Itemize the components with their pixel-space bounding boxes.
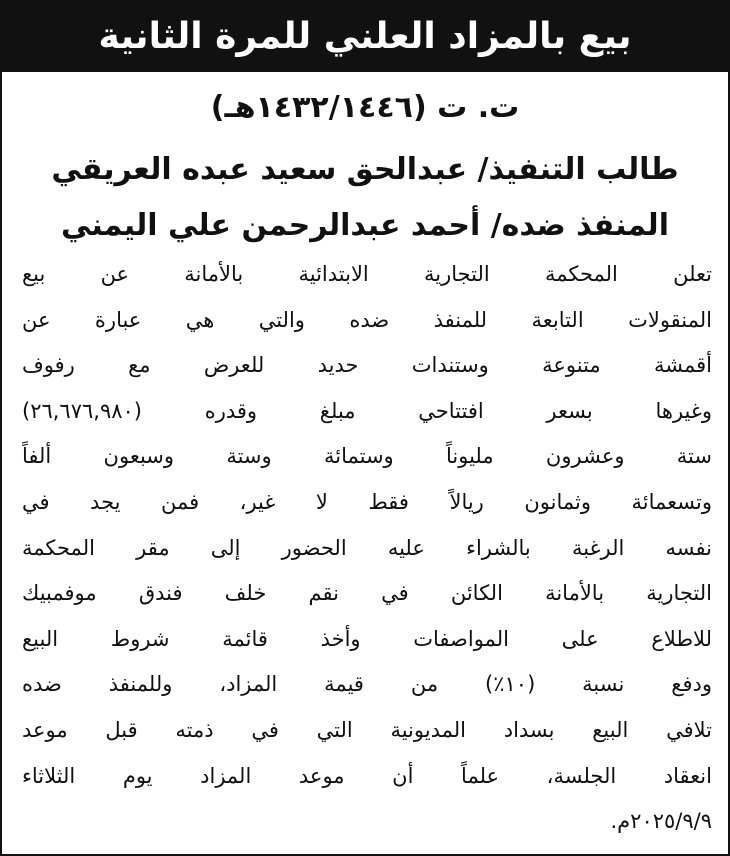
notice-body xyxy=(22,252,712,845)
case-number: ت. ت (١٤٣٢/١٤٤٦هـ) xyxy=(210,90,520,125)
body-line-11: تلافي البيع بسداد المديونية التي في ذمته قبل موعد xyxy=(22,717,712,742)
body-line-6: وتسعمائة وثمانون ريالاً فقط لا غير، فمن يجد في xyxy=(22,489,712,514)
body-line-13: ٢٠٢٥/٩/٩م. xyxy=(610,809,712,834)
body-line-10: ودفع نسبة (١٠٪) من قيمة المزاد، وللمنفذ ضده xyxy=(22,672,712,697)
claimant-line: طالب التنفيذ/ عبدالحق سعيد عبده العريقي xyxy=(51,152,679,187)
body-line-7: نفسه الرغبة بالشراء عليه الحضور إلى مقر المحكمة xyxy=(22,535,712,560)
body-line-12: انعقاد الجلسة، علماً أن موعد المزاد يوم الثلاثاء xyxy=(22,763,712,788)
body-line-4: وغيرها بسعر افتتاحي مبلغ وقدره (٢٦,٦٧٦,٩٨٠) xyxy=(22,398,712,423)
defendant-line: المنفذ ضده/ أحمد عبدالرحمن علي اليمني xyxy=(61,208,669,243)
body-line-3: أقمشة متنوعة وستندات حديد للعرض مع رفوف xyxy=(22,353,712,378)
body-line-2: المنقولات التابعة للمنفذ ضده والتي هي عبارة عن xyxy=(22,307,712,332)
body-line-8: التجارية بالأمانة الكائن في نقم خلف فندق موفمبيك xyxy=(22,581,712,606)
body-line-9: للاطلاع على المواصفات وأخذ قائمة شروط البيع xyxy=(22,626,712,651)
body-line-5: ستة وعشرون مليوناً وستمائة وستة وسبعون ألفاً xyxy=(22,444,712,469)
title-bar xyxy=(2,2,728,72)
body-line-1: تعلن المحكمة التجارية الابتدائية بالأمانة عن بيع xyxy=(22,262,712,286)
notice-title: بيع بالمزاد العلني للمرة الثانية xyxy=(98,16,632,57)
